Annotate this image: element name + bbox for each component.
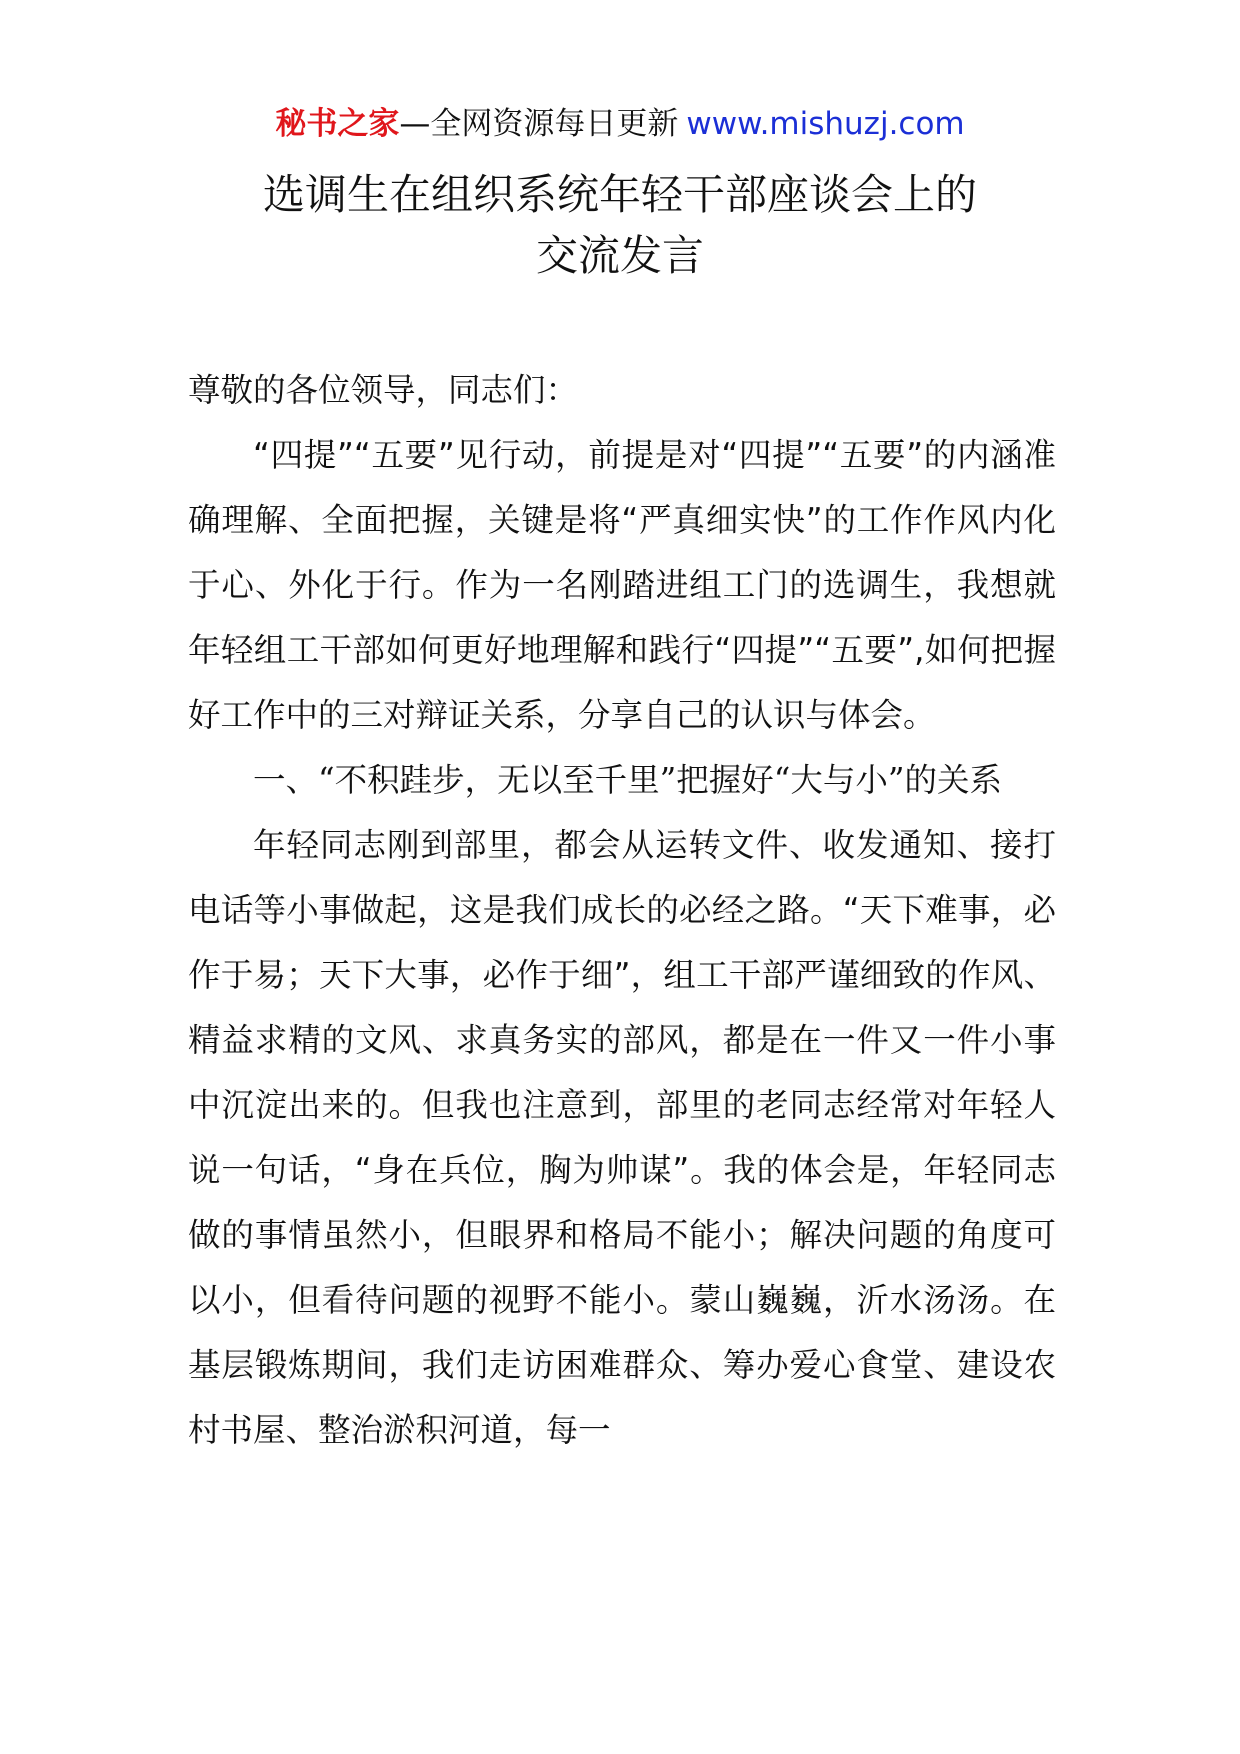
paragraph-section-1: 年轻同志刚到部里，都会从运转文件、收发通知、接打电话等小事做起，这是我们成长的必经之路。“天下难事，必作于易；天下大事，必作于细”，组工干部严谨细致的作风、精益求精的文风、求真务实的部风，都是在一件又一件小事中沉淀出来的。但我也注意到，部里的老同志经常对年轻人说一句话，“身在兵位，胸为帅谋”。我的体会是，年轻同志做的事情虽然小，但眼界和格局不能小；解决问题的角度可以小，但看待问题的视野不能小。蒙山巍巍，沂水汤汤。在基层锻炼期间，我们走访困难群众、筹办爱心食堂、建设农村书屋、整治淤积河道，每一: [188, 826, 1056, 1449]
banner-slogan: —全网资源每日更新: [399, 106, 679, 142]
title-line-2: 交流发言: [535, 231, 704, 280]
paragraph-intro: “四提”“五要”见行动，前提是对“四提”“五要”的内涵准确理解、全面把握，关键是将“严真细实快”的工作作风内化于心、外化于行。作为一名刚踏进组工门的选调生，我想就年轻组工干部如何更好地理解和践行“四提”“五要”,如何把握好工作中的三对辩证关系，分享自己的认识与体会。: [188, 436, 1056, 734]
brand-name: 秘书之家: [275, 106, 400, 142]
document-title: [0, 164, 1240, 286]
salutation: 尊敬的各位领导，同志们：: [188, 371, 579, 409]
site-url-link[interactable]: www.mishuzj.com: [686, 106, 965, 142]
site-banner: [0, 102, 1240, 146]
title-line-1: 选调生在组织系统年轻干部座谈会上的: [262, 170, 977, 219]
document-body: [188, 358, 1056, 1463]
section-heading-1: 一、“不积跬步，无以至千里”把握好“大与小”的关系: [253, 761, 1002, 799]
